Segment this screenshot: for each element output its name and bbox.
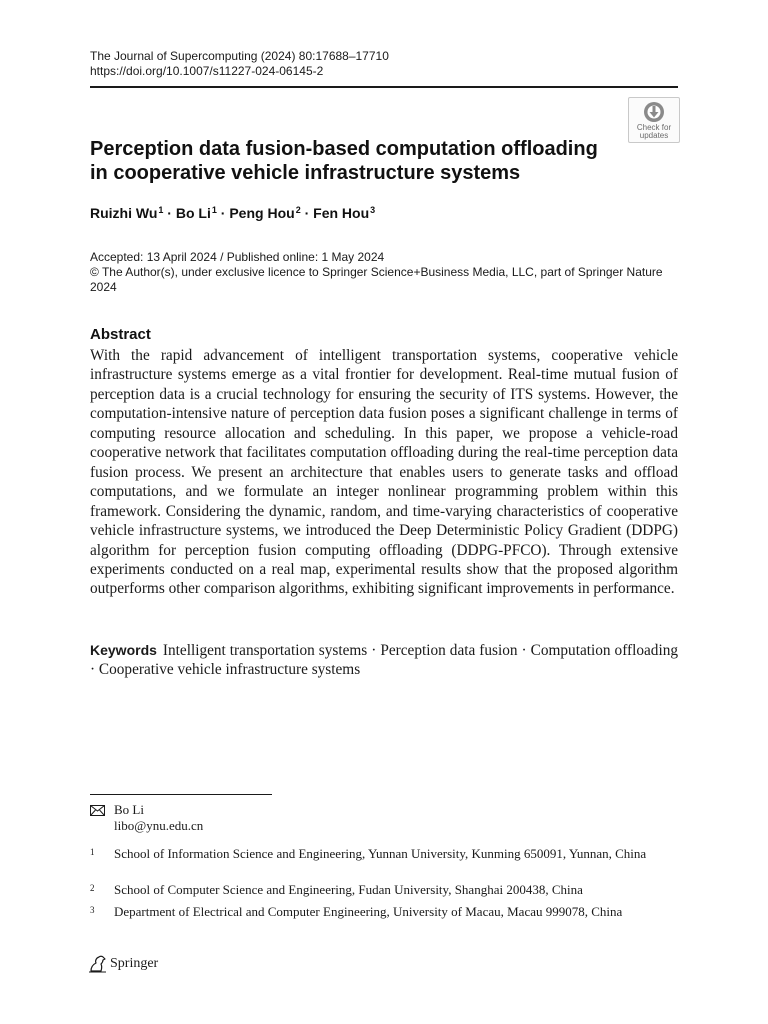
keywords-text: Intelligent transportation systems · Perception data fusion · Computation offloading · Cooperative vehicle infrastructure systems: [90, 642, 678, 678]
abstract-text: With the rapid advancement of intelligent transportation systems, cooperative vehicle infrastructure systems emerge as a vital frontier for development. Real-time mutual fusion of perception data is a crucial technology for ensuring the security of ITS systems. However, the computation-intensive nature of perception data fusion poses a significant challenge in terms of computing resource allocation and scheduling. In this paper, we propose a vehicle-road cooperative network that facilitates computation offloading during the real-time perception data fusion process. We present an architecture that enables users to generate tasks and offload computations, and we formulate an integer nonlinear programming problem within this framework. Considering the dynamic, random, and time-varying characteristics of cooperative vehicle infrastructure systems, we introduced the Deep Deterministic Policy Gradient (DDPG) algorithm for perception fusion computing offloading (DDPG-PFCO). Through extensive experiments conducted on a real map, experimental results show that the proposed algorithm outperforms other comparison algorithms, exhibiting significant improvements in performance.: [90, 347, 678, 598]
author-name[interactable]: Bo Li: [175, 205, 211, 221]
author-separator: ·: [300, 205, 314, 221]
affiliation-text: School of Information Science and Engineering, Yunnan University, Kunming 650091, Yunnan, China: [114, 846, 647, 861]
badge-line-1: Check for: [636, 123, 672, 132]
springer-horse-icon: [88, 955, 108, 973]
author-affiliation-mark: 3: [370, 205, 376, 215]
affiliation-text: School of Computer Science and Engineering, Fudan University, Shanghai 200438, China: [114, 882, 583, 897]
author-separator: ·: [163, 205, 176, 221]
affiliation-number: 3: [90, 905, 95, 915]
affiliation-number: 2: [90, 883, 95, 893]
corresponding-author-email[interactable]: libo@ynu.edu.cn: [114, 818, 204, 833]
publication-dates: Accepted: 13 April 2024 / Published online: 1 May 2024: [90, 250, 385, 264]
check-updates-icon: [643, 101, 665, 123]
author-affiliation-mark: 1: [158, 205, 164, 215]
corresponding-author-name: Bo Li: [114, 802, 144, 817]
header-rule: [90, 86, 678, 88]
abstract-heading: Abstract: [90, 326, 151, 343]
author-list: [90, 205, 375, 221]
copyright-line: © The Author(s), under exclusive licence to Springer Science+Business Media, LLC, part of Springer Nature: [90, 265, 663, 279]
check-for-updates-badge[interactable]: [628, 97, 680, 143]
affiliation-text: Department of Electrical and Computer Engineering, University of Macau, Macau 999078, China: [114, 904, 623, 919]
author-separator: ·: [216, 205, 230, 221]
keywords-label: Keywords: [90, 642, 157, 658]
footnote-rule: [90, 794, 272, 795]
journal-citation: The Journal of Supercomputing (2024) 80:17688–17710: [90, 49, 389, 63]
publication-info: [90, 250, 663, 295]
doi-link[interactable]: https://doi.org/10.1007/s11227-024-06145-2: [90, 64, 324, 78]
affiliation-number: 1: [90, 847, 95, 857]
envelope-icon: [90, 805, 105, 816]
author-name[interactable]: Ruizhi Wu: [90, 205, 158, 221]
copyright-year: 2024: [90, 280, 117, 294]
author-affiliation-mark: 1: [211, 205, 217, 215]
publisher-name: Springer: [110, 956, 159, 971]
author-name[interactable]: Fen Hou: [313, 205, 370, 221]
author-name[interactable]: Peng Hou: [229, 205, 295, 221]
badge-line-2: updates: [639, 131, 669, 140]
keywords: [90, 641, 678, 679]
paper-title: Perception data fusion-based computation offloading in cooperative vehicle infrastructure systems: [90, 138, 598, 184]
journal-header: [90, 49, 389, 79]
author-affiliation-mark: 2: [295, 205, 301, 215]
